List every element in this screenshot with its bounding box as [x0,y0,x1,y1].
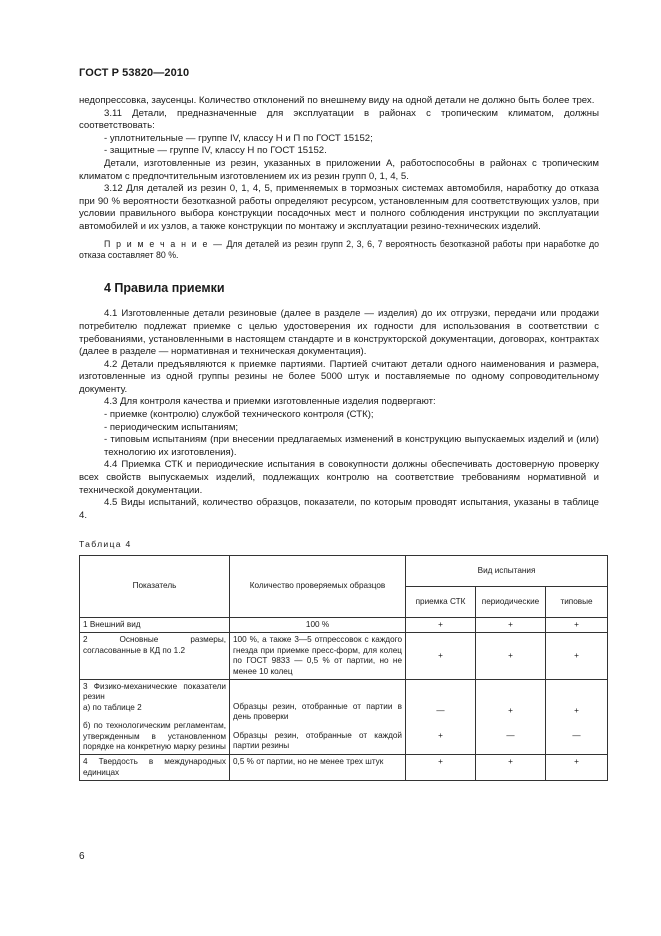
row3-a-stk: — [436,706,445,716]
document-body [79,95,599,781]
row2-periodic: + [476,633,546,680]
header-samples: Количество проверяемых образцов [230,556,406,618]
row3-samples-cell [230,680,406,755]
table-row [80,633,608,680]
row3-a-type: + [574,706,579,716]
row3-indicator-cell [80,680,230,755]
paragraph-3-11-tropical: Детали, изготовленные из резин, указанных в приложении А, работоспособны в районах с тропическим климатом с предпочтительным изготовлением их из резин групп 0, 1, 4, 5. [79,157,599,182]
table-row [80,755,608,781]
row4-stk: + [406,755,476,781]
row1-samples: 100 % [230,618,406,633]
row3-stk-cell [406,680,476,755]
row3-periodic-cell [476,680,546,755]
row1-indicator: 1 Внешний вид [80,618,230,633]
row3-indicator: 3 Физико-механические показатели резин [83,682,226,702]
note-text: Для деталей из резин групп 2, 3, 6, 7 вероятность безотказной работы при наработке до отказа составляет 80 %. [79,238,599,261]
row4-indicator: 4 Твердость в международных единицах [80,755,230,781]
section-title: 4 Правила приемки [104,280,225,295]
row3-b-type: — [572,731,581,741]
row3-b-label: б) по технологическим регламентам, утвержденным в установленном порядке на конкретную марку резины [83,721,226,752]
row1-stk: + [406,618,476,633]
row3-a-periodic: + [508,706,513,716]
row3-b-stk: + [438,731,443,741]
row2-type: + [546,633,608,680]
row1-periodic: + [476,618,546,633]
list-item-protective: - защитные — группе IV, классу Н по ГОСТ 15152. [104,145,327,157]
header-periodic: периодические [476,587,546,618]
row3-a-label: а) по таблице 2 [83,702,142,712]
row3-a-samples: Образцы резин, отобранные от партии в день проверки [233,702,402,722]
paragraph-4-3: 4.3 Для контроля качества и приемки изготовленные изделия подвергают: [104,396,436,408]
paragraph-4-1: 4.1 Изготовленные детали резиновые (далее в разделе — изделия) до их отгрузки, передачи или продажи потребителю подлежат приемке с целью удостоверения их годности для использования в соответствии с требованиями, установленными в настоящем стандарте и в конструкторской документации, договорах, контрактах (далее в разделе — нормативная и техническая документация). [79,308,599,358]
paragraph-3-11: 3.11 Детали, предназначенные для эксплуатации в районах с тропическим климатом, должны соответствовать: [79,107,599,132]
paragraph-continuation: недопрессовка, заусенцы. Количество отклонений по внешнему виду на одной детали не должно быть более трех. [79,95,595,106]
note [79,239,599,262]
page-number: 6 [79,851,85,862]
header-indicator: Показатель [80,556,230,618]
list-item-sealing: - уплотнительные — группе IV, классу Н и П по ГОСТ 15152; [104,132,373,144]
table-row [80,680,608,755]
paragraph-3-12: 3.12 Для деталей из резин 0, 1, 4, 5, применяемых в тормозных системах автомобиля, наработку до отказа при 90 % вероятности безотказной работы определяют ресурсом, установленным для соответствующих узлов, при условии правильного выбора конструкции посадочных мест и полного соблюдения инструкции по эксплуатации автомобилей и их узлов, а также конструкции по монтажу и эксплуатации резино-технических изделий. [79,183,599,232]
note-label: П р и м е ч а н и е — [104,238,224,249]
row4-periodic: + [476,755,546,781]
list-item-periodic: - периодическим испытаниям; [104,421,239,433]
list-item-type-tests: - типовым испытаниям (при внесении предлагаемых изменений в конструкцию выпускаемых изделий и (или) технологию их изготовления). [104,434,599,458]
row2-samples: 100 %, а также 3—5 отпрессовок с каждого гнезда при приемке пресс-форм, для колец по ГОСТ 9833 — 0,5 % от партии, но не менее 10 колец [230,633,406,680]
row2-indicator: 2 Основные размеры, согласованные в КД по 1.2 [80,633,230,680]
table-header-row [80,556,608,587]
row4-samples: 0,5 % от партии, но не менее трех штук [230,755,406,781]
header-type: типовые [546,587,608,618]
paragraph-4-2: 4.2 Детали предъявляются к приемке партиями. Партией считают детали одного наименования и размера, изготовленные из одной группы резины не более 5000 штук и поставляемые по одному сопроводительному документу. [79,358,599,395]
table-row [80,618,608,633]
table-caption: Таблица 4 [79,539,132,550]
row4-type: + [546,755,608,781]
row3-b-periodic: — [506,731,515,741]
header-stk: приемка СТК [406,587,476,618]
paragraph-4-5: 4.5 Виды испытаний, количество образцов, показатели, по которым проводят испытания, указаны в таблице 4. [79,497,599,521]
header-test-type: Вид испытания [406,556,608,587]
document-header: ГОСТ Р 53820—2010 [79,67,190,79]
table-4 [79,555,608,781]
row1-type: + [546,618,608,633]
row3-b-samples: Образцы резин, отобранные от каждой партии резины [233,730,402,751]
row2-stk: + [406,633,476,680]
paragraph-4-4: 4.4 Приемка СТК и периодические испытания в совокупности должны обеспечивать достоверную проверку всех свойств выпускаемых изделий, подлежащих контролю на соответствие требованиям нормативной и технической документации. [79,459,599,496]
row3-type-cell [546,680,608,755]
list-item-stk: - приемке (контролю) службой технического контроля (СТК); [104,409,374,421]
